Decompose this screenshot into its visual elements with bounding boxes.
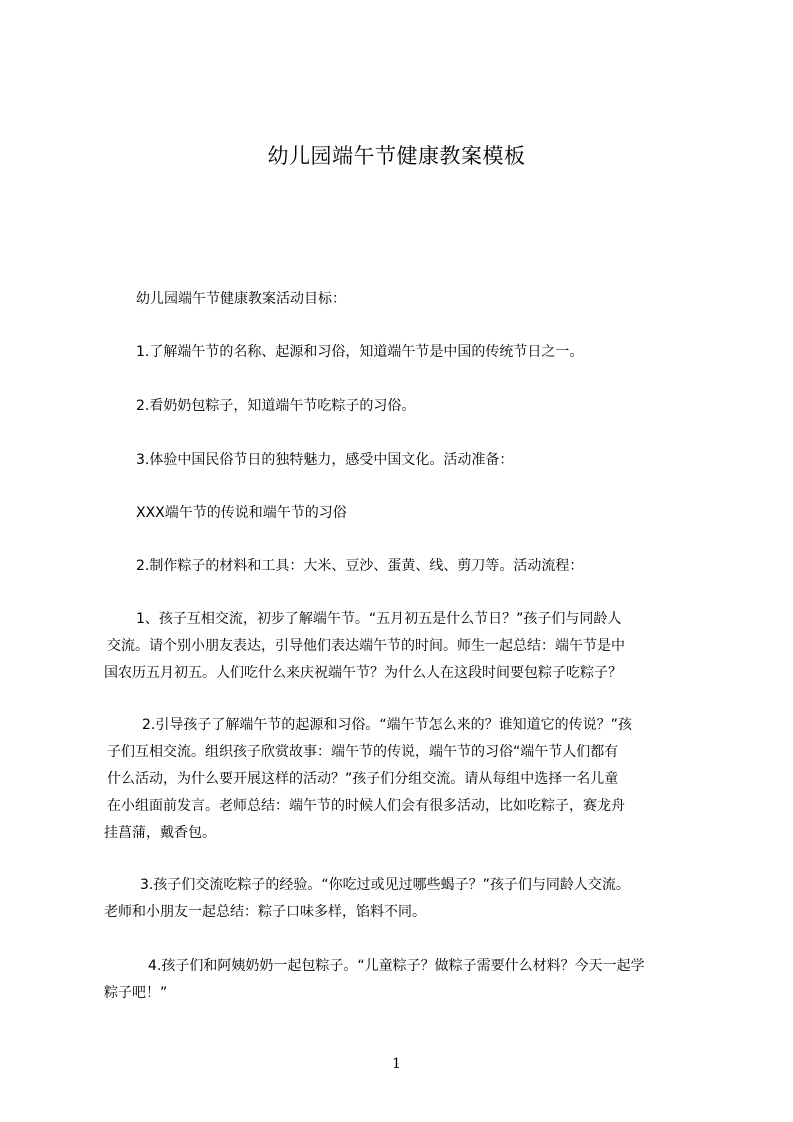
paragraph-step-3 [104,872,704,926]
paragraph-preparation-2 [136,553,736,580]
page-number: 1 [392,1056,401,1072]
document-title: 幼儿园端午节健康教案模板 [267,144,526,168]
paragraph-line: 在小组面前发言。老师总结：端午节的时候人们会有很多活动，比如吃粽子，赛龙舟 [107,798,625,814]
paragraph-line: 国农历五月初五。人们吃什么来庆祝端午节？为什么人在这段时间要包粽子吃粽子？ [104,665,622,681]
paragraph-preparation-1 [136,500,736,527]
paragraph-line: 挂菖蒲，戴香包。 [104,825,216,841]
paragraph-line: 幼儿园端午节健康教案活动目标： [136,291,346,307]
paragraph-line: 3.孩子们交流吃粽子的经验。“你吃过或见过哪些蝎子？”孩子们与同龄人交流。 [140,877,630,893]
paragraph-step-1 [104,606,704,687]
paragraph-line: 什么活动，为什么要开展这样的活动？”孩子们分组交流。请从每组中选择一名儿童 [107,771,619,787]
paragraph-line: XXX端午节的传说和端午节的习俗 [136,505,347,521]
paragraph-line: 粽子吧！” [104,985,168,1001]
paragraph-line: 老师和小朋友一起总结：粽子口味多样，馅料不同。 [104,904,426,920]
paragraph-line: 4.孩子们和阿姨奶奶一起包粽子。“儿童粽子？做粽子需要什么材料？今天一起学 [148,958,645,974]
paragraph-line: 2.看奶奶包粽子，知道端午节吃粽子的习俗。 [136,398,416,414]
paragraph-step-4 [104,953,704,1007]
paragraph-activity-goals [136,286,736,313]
paragraph-step-2 [104,712,704,847]
paragraph-line: 2.引导孩子了解端午节的起源和习俗。“端午节怎么来的？谁知道它的传说？”孩 [142,717,632,733]
paragraph-line: 子们互相交流。组织孩子欣赏故事：端午节的传说，端午节的习俗“端午节人们都有 [107,744,619,760]
paragraph-line: 交流。请个别小朋友表达，引导他们表达端午节的时间。师生一起总结：端午节是中 [107,638,625,654]
paragraph-line: 1、孩子互相交流，初步了解端午节。“五月初五是什么节日？”孩子们与同龄人 [136,611,622,627]
paragraph-line: 1.了解端午节的名称、起源和习俗，知道端午节是中国的传统节日之一。 [136,344,584,360]
paragraph-goal-2 [136,393,736,420]
paragraph-line: 3.体验中国民俗节日的独特魅力，感受中国文化。活动准备： [136,452,514,468]
paragraph-line: 2.制作粽子的材料和工具：大米、豆沙、蛋黄、线、剪刀等。活动流程： [136,558,584,574]
paragraph-goal-1 [136,339,736,366]
paragraph-goal-3 [136,447,736,474]
